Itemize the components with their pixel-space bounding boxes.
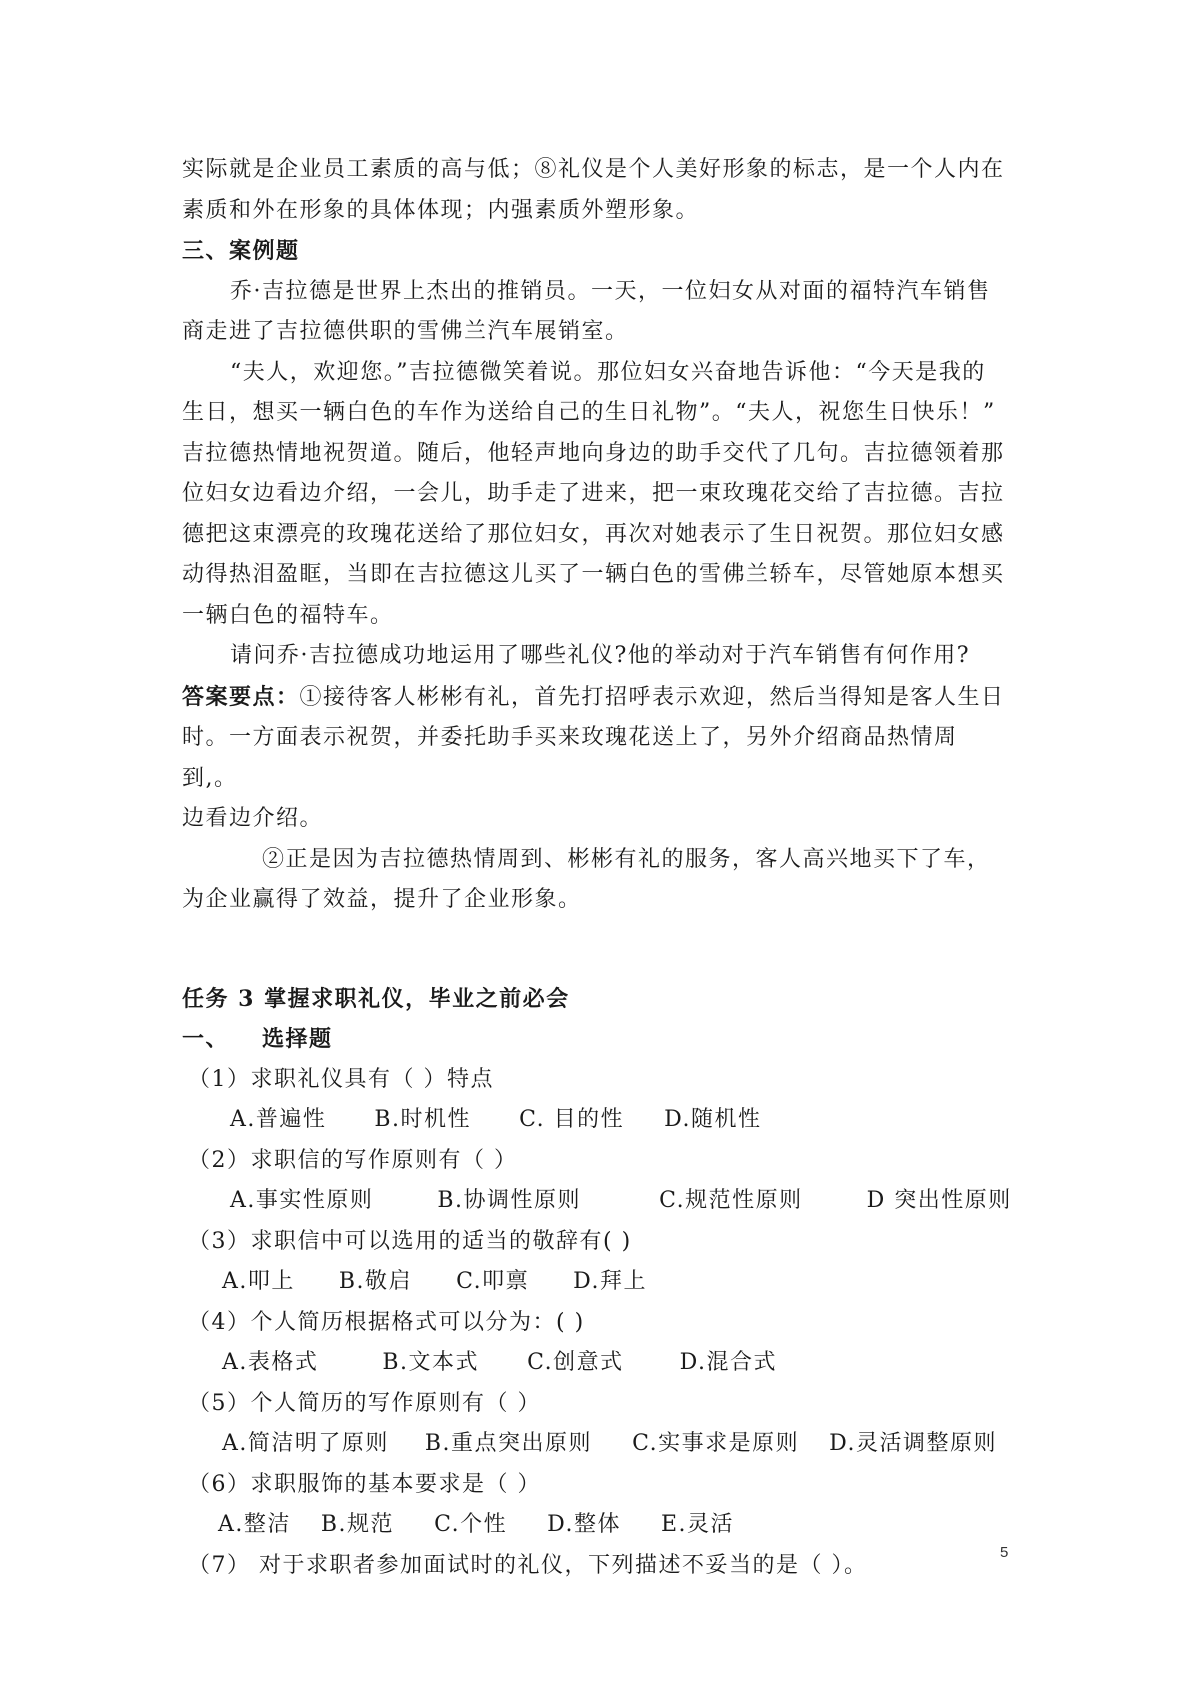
case-paragraph-line: 动得热泪盈眶，当即在吉拉德这儿买了一辆白色的雪佛兰轿车，尽管她原本想买 (182, 562, 1005, 587)
case-paragraph-line: 生日，想买一辆白色的车作为送给自己的生日礼物”。“夫人，祝您生日快乐！” (182, 400, 996, 425)
answer-line: 时。一方面表示祝贺，并委托助手买来玫瑰花送上了，另外介绍商品热情周到,。 (182, 725, 958, 791)
case-question: 请问乔·吉拉德成功地运用了哪些礼仪?他的举动对于汽车销售有何作用? (230, 643, 971, 668)
option-item: D.随机性 (664, 1107, 762, 1132)
question-text: （5）个人简历的写作原则有（ ） (188, 1390, 541, 1416)
option-item: A.简洁明了原则 (222, 1431, 389, 1456)
question-options (222, 1262, 1012, 1303)
section-title: 选择题 (262, 1026, 333, 1052)
question-text: （7） 对于求职者参加面试时的礼仪，下列描述不妥当的是（ ）。 (188, 1552, 868, 1578)
option-item: B.规范 (320, 1512, 395, 1537)
option-item: C.叩禀 (456, 1269, 530, 1294)
question-text: （1）求职礼仪具有（ ）特点 (188, 1066, 494, 1092)
option-item: B.重点突出原则 (424, 1431, 593, 1456)
option-item: C.规范性原则 (659, 1188, 803, 1213)
option-item: D.混合式 (679, 1350, 777, 1375)
intro-line: 素质和外在形象的具体体现；内强素质外塑形象。 (182, 197, 700, 223)
answer-line (182, 677, 1012, 719)
case-paragraph-line: 一辆白色的福特车。 (182, 602, 394, 628)
page-content (182, 150, 1012, 1586)
answer-label: 答案要点： (182, 683, 300, 710)
case-paragraph-line: 乔·吉拉德是世界上杰出的推销员。一天，一位妇女从对面的福特汽车销售 (230, 278, 991, 304)
question-options (218, 1505, 1012, 1546)
question-list (182, 1060, 1012, 1587)
answer-text: ①接待客人彬彬有礼，首先打招呼表示欢迎，然后当得知是客人生日 (299, 684, 1005, 710)
option-item: D.拜上 (573, 1269, 647, 1294)
question-text: （2）求职信的写作原则有（ ） (188, 1147, 518, 1173)
case-paragraph-line: 德把这束漂亮的玫瑰花送给了那位妇女，再次对她表示了生日祝贺。那位妇女感 (182, 521, 1005, 547)
section-number: 一、 (182, 1026, 230, 1052)
case-paragraph-line: 吉拉德热情地祝贺道。随后，他轻声地向身边的助手交代了几句。吉拉德领着那 (182, 440, 1005, 466)
option-item: A.叩上 (222, 1269, 295, 1294)
option-item: B.协调性原则 (437, 1188, 582, 1213)
answer-line: 边看边介绍。 (182, 806, 324, 831)
option-item: B.时机性 (374, 1107, 472, 1132)
option-item: B.文本式 (382, 1350, 480, 1375)
option-item: D.整体 (547, 1512, 621, 1537)
case-paragraph-line: 位妇女边看边介绍，一会儿，助手走了进来，把一束玫瑰花交给了吉拉德。吉拉 (182, 481, 1005, 506)
option-item: D.灵活调整原则 (829, 1431, 997, 1456)
option-item: A.表格式 (222, 1350, 319, 1375)
answer-line: 为企业赢得了效益，提升了企业形象。 (182, 887, 582, 912)
question-text: （6）求职服饰的基本要求是（ ） (188, 1471, 541, 1497)
question-text: （3）求职信中可以选用的适当的敬辞有( ) (188, 1228, 632, 1254)
question-options (230, 1181, 1012, 1222)
task-title: 任务 3 掌握求职礼仪，毕业之前必会 (182, 985, 570, 1012)
case-heading: 三、案例题 (182, 238, 300, 264)
question-options (230, 1100, 1012, 1141)
option-item: A.事实性原则 (230, 1188, 374, 1213)
option-item: A.整洁 (218, 1512, 291, 1537)
option-item: C.创意式 (527, 1350, 624, 1375)
intro-line: 实际就是企业员工素质的高与低；⑧礼仪是个人美好形象的标志，是一个人内在 (182, 157, 1005, 182)
case-paragraph-line: “夫人，欢迎您。”吉拉德微笑着说。那位妇女兴奋地告诉他：“今天是我的 (230, 359, 986, 385)
option-item: A.普遍性 (230, 1107, 327, 1132)
page-number: 5 (1000, 1544, 1009, 1561)
answer-line: ②正是因为吉拉德热情周到、彬彬有礼的服务，客人高兴地买下了车， (262, 846, 991, 872)
question-text: （4）个人简历根据格式可以分为：( ) (188, 1309, 585, 1335)
option-item: C.个性 (434, 1512, 508, 1537)
option-item: D 突出性原则 (866, 1188, 1012, 1213)
option-item: E.灵活 (660, 1512, 735, 1537)
option-item: B.敬启 (338, 1269, 413, 1294)
option-item: C. 目的性 (519, 1107, 625, 1132)
option-item: C.实事求是原则 (632, 1431, 800, 1456)
question-options (222, 1424, 1012, 1465)
question-options (222, 1343, 1012, 1384)
case-paragraph-line: 商走进了吉拉德供职的雪佛兰汽车展销室。 (182, 319, 629, 344)
section-heading (182, 1019, 1012, 1060)
